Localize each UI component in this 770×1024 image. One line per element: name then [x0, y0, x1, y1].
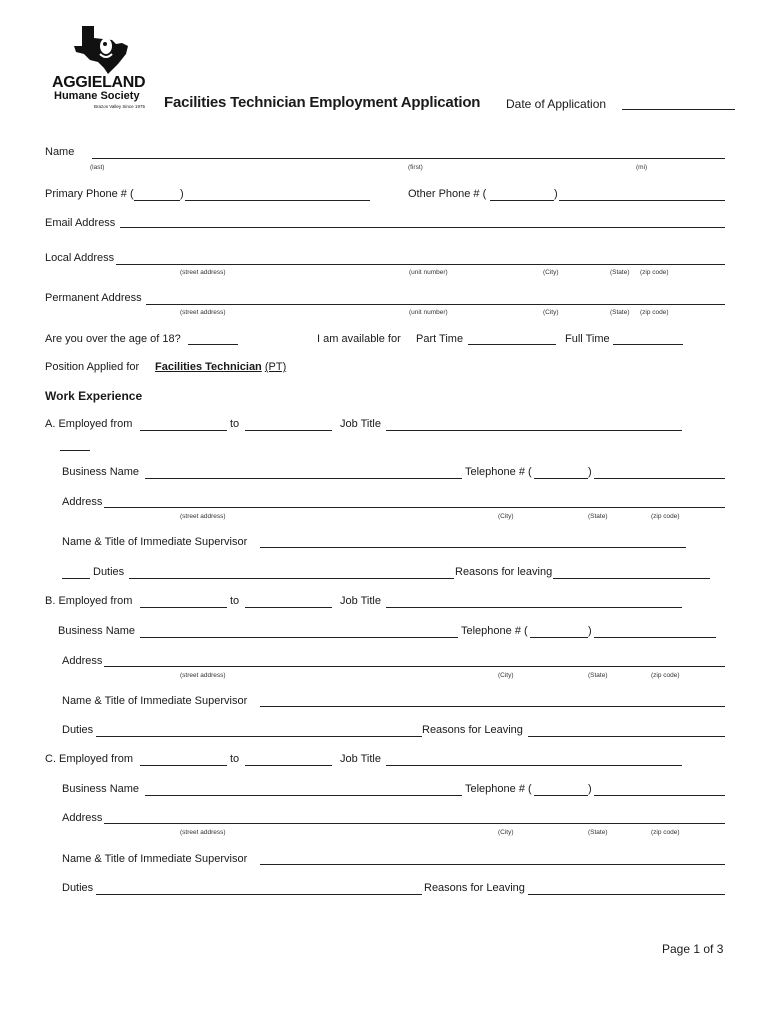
- name-field[interactable]: [92, 158, 725, 159]
- b-telephone-paren: ): [588, 625, 592, 637]
- age-field[interactable]: [188, 344, 238, 345]
- a-duties-label: Duties: [93, 566, 125, 578]
- primary-phone-field[interactable]: [185, 200, 370, 201]
- b-business-name-label: Business Name: [58, 625, 136, 637]
- a-reasons-field[interactable]: [553, 578, 710, 579]
- b-reasons-field[interactable]: [528, 736, 725, 737]
- c-address-field[interactable]: [104, 823, 725, 824]
- c-address-label: Address: [62, 812, 103, 824]
- other-phone-paren: ): [554, 188, 558, 200]
- local-zip-sublabel: (zip code): [640, 269, 669, 276]
- perm-state-sublabel: (State): [610, 309, 630, 316]
- local-unit-sublabel: (unit number): [409, 269, 448, 276]
- a-street-sublabel: (street address): [180, 513, 226, 520]
- perm-street-sublabel: (street address): [180, 309, 226, 316]
- b-address-field[interactable]: [104, 666, 725, 667]
- a-supervisor-field[interactable]: [260, 547, 686, 548]
- name-mi-sublabel: (mi): [636, 164, 648, 171]
- name-last-sublabel: (last): [90, 164, 105, 171]
- c-supervisor-label: Name & Title of Immediate Supervisor: [62, 853, 248, 865]
- a-state-sublabel: (State): [588, 513, 608, 520]
- a-supervisor-label: Name & Title of Immediate Supervisor: [62, 536, 248, 548]
- permanent-address-label: Permanent Address: [45, 292, 142, 304]
- a-telephone-paren: ): [588, 466, 592, 478]
- other-phone-area-field[interactable]: [490, 200, 554, 201]
- logo-small-text: Brazos Valley Since 1975: [94, 104, 145, 109]
- b-city-sublabel: (City): [498, 672, 514, 679]
- a-to-label: to: [230, 418, 240, 430]
- a-telephone-area-field[interactable]: [534, 478, 588, 479]
- page-title: Facilities Technician Employment Application: [164, 94, 481, 111]
- c-to-field[interactable]: [245, 765, 332, 766]
- logo-name-line1: AGGIELAND: [52, 74, 146, 91]
- b-business-name-field[interactable]: [140, 637, 458, 638]
- a-job-title-label: Job Title: [340, 418, 381, 430]
- c-reasons-label: Reasons for Leaving: [424, 882, 525, 894]
- position-value: [155, 361, 286, 373]
- b-job-title-field[interactable]: [386, 607, 682, 608]
- b-duties-field[interactable]: [96, 736, 422, 737]
- c-job-title-label: Job Title: [340, 753, 381, 765]
- permanent-address-field[interactable]: [146, 304, 725, 305]
- b-reasons-label: Reasons for Leaving: [422, 724, 523, 736]
- local-address-field[interactable]: [116, 264, 725, 265]
- b-state-sublabel: (State): [588, 672, 608, 679]
- name-first-sublabel: (first): [408, 164, 423, 171]
- local-street-sublabel: (street address): [180, 269, 226, 276]
- email-label: Email Address: [45, 217, 116, 229]
- work-experience-heading: Work Experience: [45, 389, 143, 403]
- perm-unit-sublabel: (unit number): [409, 309, 448, 316]
- a-telephone-label: Telephone # (: [465, 466, 532, 478]
- c-street-sublabel: (street address): [180, 829, 226, 836]
- part-time-label: Part Time: [416, 333, 464, 345]
- a-zip-sublabel: (zip code): [651, 513, 680, 520]
- b-supervisor-field[interactable]: [260, 706, 725, 707]
- c-duties-field[interactable]: [96, 894, 422, 895]
- logo-name-line2: Humane Society: [54, 90, 140, 102]
- date-of-application-field[interactable]: [622, 109, 735, 110]
- c-reasons-field[interactable]: [528, 894, 725, 895]
- page-number: Page 1 of 3: [662, 942, 724, 956]
- organization-logo: [50, 24, 160, 124]
- c-state-sublabel: (State): [588, 829, 608, 836]
- a-to-field[interactable]: [245, 430, 332, 431]
- c-business-name-field[interactable]: [145, 795, 462, 796]
- local-address-label: Local Address: [45, 252, 115, 264]
- c-supervisor-field[interactable]: [260, 864, 725, 865]
- c-business-name-label: Business Name: [62, 783, 140, 795]
- b-duties-label: Duties: [62, 724, 94, 736]
- b-telephone-label: Telephone # (: [461, 625, 528, 637]
- a-telephone-field[interactable]: [594, 478, 725, 479]
- full-time-field[interactable]: [613, 344, 683, 345]
- a-duties-prefix-field[interactable]: [62, 578, 90, 579]
- a-city-sublabel: (City): [498, 513, 514, 520]
- position-label: Position Applied for: [45, 361, 140, 373]
- b-to-label: to: [230, 595, 240, 607]
- a-address-label: Address: [62, 496, 103, 508]
- c-telephone-area-field[interactable]: [534, 795, 588, 796]
- c-telephone-label: Telephone # (: [465, 783, 532, 795]
- other-phone-label: Other Phone # (: [408, 188, 487, 200]
- c-duties-label: Duties: [62, 882, 94, 894]
- position-value-text: Facilities Technician: [155, 361, 262, 373]
- a-address-field[interactable]: [104, 507, 725, 508]
- c-to-label: to: [230, 753, 240, 765]
- a-business-name-field[interactable]: [145, 478, 462, 479]
- c-telephone-paren: ): [588, 783, 592, 795]
- perm-zip-sublabel: (zip code): [640, 309, 669, 316]
- full-time-label: Full Time: [565, 333, 610, 345]
- b-employed-from-label: B. Employed from: [45, 595, 133, 607]
- available-label: I am available for: [317, 333, 401, 345]
- primary-phone-paren: ): [180, 188, 184, 200]
- local-city-sublabel: (City): [543, 269, 559, 276]
- c-telephone-field[interactable]: [594, 795, 725, 796]
- b-supervisor-label: Name & Title of Immediate Supervisor: [62, 695, 248, 707]
- c-city-sublabel: (City): [498, 829, 514, 836]
- date-of-application-label: Date of Application: [506, 97, 607, 111]
- b-address-label: Address: [62, 655, 103, 667]
- local-state-sublabel: (State): [610, 269, 630, 276]
- a-from-field[interactable]: [140, 430, 227, 431]
- a-job-title-field[interactable]: [386, 430, 682, 431]
- part-time-field[interactable]: [468, 344, 556, 345]
- c-employed-from-label: C. Employed from: [45, 753, 134, 765]
- c-job-title-field[interactable]: [386, 765, 682, 766]
- c-zip-sublabel: (zip code): [651, 829, 680, 836]
- a-business-name-label: Business Name: [62, 466, 140, 478]
- b-from-field[interactable]: [140, 607, 227, 608]
- a-employed-from-label: A. Employed from: [45, 418, 133, 430]
- b-telephone-area-field[interactable]: [530, 637, 588, 638]
- age-label: Are you over the age of 18?: [45, 333, 181, 345]
- c-from-field[interactable]: [140, 765, 227, 766]
- b-telephone-field[interactable]: [594, 637, 716, 638]
- b-street-sublabel: (street address): [180, 672, 226, 679]
- primary-phone-area-field[interactable]: [134, 200, 180, 201]
- b-to-field[interactable]: [245, 607, 332, 608]
- other-phone-field[interactable]: [559, 200, 725, 201]
- a-reasons-label: Reasons for leaving: [455, 566, 553, 578]
- position-value-suffix: (PT): [264, 361, 287, 373]
- texas-dog-logo-icon: [72, 24, 132, 76]
- perm-city-sublabel: (City): [543, 309, 559, 316]
- a-duties-field[interactable]: [129, 578, 454, 579]
- a-job-title-continuation[interactable]: [60, 450, 90, 451]
- name-label: Name: [45, 146, 75, 158]
- email-field[interactable]: [120, 227, 725, 228]
- primary-phone-label: Primary Phone # (: [45, 188, 134, 200]
- b-zip-sublabel: (zip code): [651, 672, 680, 679]
- b-job-title-label: Job Title: [340, 595, 381, 607]
